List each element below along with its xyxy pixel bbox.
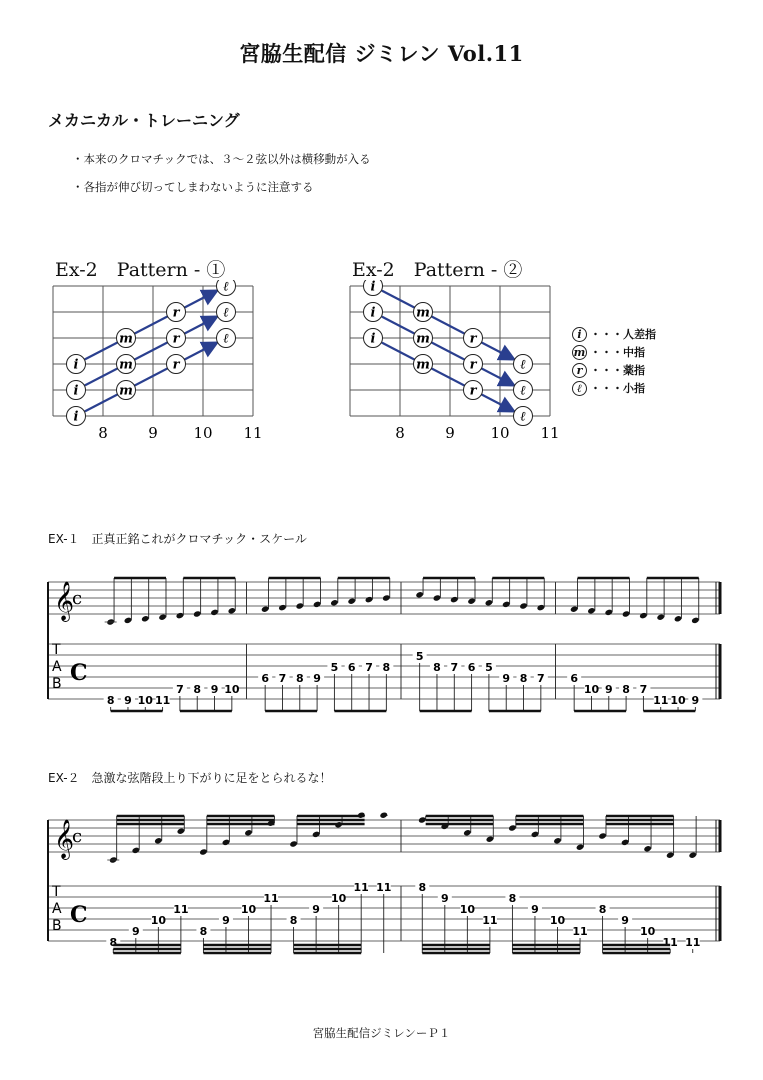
ex1-label: EX-１ 正真正銘これがクロマチック・スケール bbox=[48, 532, 307, 546]
tab-fret-number: 10 bbox=[549, 914, 566, 927]
legend-label: ・・・薬指 bbox=[590, 364, 645, 377]
finger-symbol: ℓ bbox=[520, 357, 526, 373]
legend-label: ・・・小指 bbox=[590, 382, 645, 395]
finger-symbol: i bbox=[73, 357, 79, 373]
finger-symbol: m bbox=[119, 357, 133, 373]
finger-symbol: ℓ bbox=[520, 409, 526, 425]
finger-symbol: m bbox=[119, 383, 133, 399]
fingering-arrow bbox=[382, 343, 512, 411]
pattern2-title: Ex-2 Pattern - ② bbox=[352, 259, 523, 281]
tab-fret-number: 9 bbox=[124, 694, 132, 707]
tab-fret-number: 7 bbox=[278, 672, 287, 685]
finger-symbol: r bbox=[172, 357, 180, 373]
fret-number: 8 bbox=[395, 424, 405, 440]
tab-fret-number: 7 bbox=[537, 672, 545, 685]
tab-fret-number: 9 bbox=[313, 672, 321, 685]
tab-fret-number: 9 bbox=[621, 914, 629, 927]
tab-glyph: T bbox=[52, 884, 61, 900]
tab-fret-number: 6 bbox=[570, 672, 578, 685]
pattern2-fretboard-diagram bbox=[342, 280, 572, 440]
tab-fret-number: 8 bbox=[289, 914, 298, 927]
finger-symbol: m bbox=[416, 305, 430, 321]
tab-fret-number: 9 bbox=[531, 903, 539, 916]
tab-fret-number: 9 bbox=[312, 903, 320, 916]
tab-fret-number: 5 bbox=[330, 661, 339, 674]
tab-fret-number: 10 bbox=[137, 694, 153, 707]
finger-symbol: ℓ bbox=[520, 383, 526, 399]
tab-fret-number: 10 bbox=[224, 683, 240, 696]
tab-glyph: B bbox=[52, 676, 62, 692]
tab-fret-number: 10 bbox=[459, 903, 476, 916]
tab-fret-number: 7 bbox=[365, 661, 373, 674]
time-signature: c bbox=[72, 588, 83, 609]
tab-fret-number: 10 bbox=[240, 903, 257, 916]
legend-index bbox=[572, 326, 656, 342]
tab-fret-number: 9 bbox=[502, 672, 511, 685]
tab-fret-number: 10 bbox=[583, 683, 600, 696]
tab-fret-number: 7 bbox=[639, 683, 648, 696]
legend-symbol: i bbox=[572, 327, 587, 342]
tab-fret-number: 6 bbox=[347, 661, 356, 674]
finger-symbol: i bbox=[370, 305, 376, 321]
legend-symbol: r bbox=[572, 363, 587, 378]
section-heading: メカニカル・トレーニング bbox=[48, 111, 240, 130]
tab-fret-number: 10 bbox=[150, 914, 167, 927]
tab-fret-number: 5 bbox=[485, 661, 493, 674]
pattern1-fretboard-diagram bbox=[45, 280, 275, 440]
tab-fret-number: 9 bbox=[691, 694, 700, 707]
fret-number: 11 bbox=[243, 424, 263, 440]
finger-symbol: ℓ bbox=[223, 305, 229, 321]
tab-fret-number: 8 bbox=[519, 672, 528, 685]
tab-fret-number: 11 bbox=[173, 903, 189, 916]
tab-fret-number: 8 bbox=[508, 892, 517, 905]
page-footer: 宮脇生配信ジミレンーＰ１ bbox=[312, 1026, 451, 1040]
pattern1-title: Ex-2 Pattern - ① bbox=[55, 259, 226, 281]
finger-symbol: ℓ bbox=[223, 280, 229, 295]
tab-time-signature: C bbox=[70, 902, 88, 928]
finger-symbol: r bbox=[172, 331, 180, 347]
finger-symbol: i bbox=[370, 280, 376, 295]
fret-number: 11 bbox=[540, 424, 560, 440]
finger-symbol: i bbox=[370, 331, 376, 347]
fingering-arrow bbox=[85, 292, 215, 360]
finger-symbol: r bbox=[469, 331, 477, 347]
tab-fret-number: 10 bbox=[639, 925, 656, 938]
tab-glyph: B bbox=[52, 918, 62, 934]
finger-symbol: m bbox=[416, 357, 430, 373]
tab-fret-number: 11 bbox=[662, 936, 678, 949]
tab-fret-number: 10 bbox=[670, 694, 686, 707]
treble-clef: 𝄞 bbox=[54, 819, 75, 859]
tab-fret-number: 9 bbox=[440, 892, 449, 905]
legend-pinky bbox=[572, 380, 645, 396]
treble-clef: 𝄞 bbox=[54, 581, 75, 621]
tab-fret-number: 8 bbox=[418, 881, 427, 894]
fingering-arrow bbox=[382, 291, 512, 359]
tab-fret-number: 11 bbox=[154, 694, 171, 707]
finger-symbol: i bbox=[73, 383, 79, 399]
fret-number: 10 bbox=[193, 424, 213, 440]
tab-fret-number: 11 bbox=[653, 694, 669, 707]
legend-middle bbox=[572, 344, 645, 360]
tab-glyph: T bbox=[52, 642, 61, 658]
tab-fret-number: 11 bbox=[482, 914, 498, 927]
tab-fret-number: 6 bbox=[261, 672, 269, 685]
ex1-notation-and-tab bbox=[40, 560, 730, 720]
fret-number: 9 bbox=[445, 424, 455, 440]
tab-fret-number: 11 bbox=[263, 892, 279, 905]
tab-fret-number: 7 bbox=[450, 661, 459, 674]
finger-symbol: r bbox=[172, 305, 180, 321]
note-line: ・本来のクロマチックでは、３〜２弦以外は横移動が入る bbox=[72, 152, 371, 166]
tab-fret-number: 9 bbox=[222, 914, 230, 927]
ex2-label: EX-２ 急激な弦階段上り下がりに足をとられるな！ bbox=[48, 771, 332, 785]
tab-fret-number: 8 bbox=[295, 672, 304, 685]
legend-label: ・・・人差指 bbox=[590, 328, 656, 341]
tab-glyph: A bbox=[52, 901, 62, 917]
tab-fret-number: 8 bbox=[598, 903, 607, 916]
tab-fret-number: 9 bbox=[210, 683, 219, 696]
document-title: 宮脇生配信 ジミレン Vol.11 bbox=[239, 41, 524, 66]
finger-symbol: m bbox=[416, 331, 430, 347]
tab-fret-number: 8 bbox=[199, 925, 208, 938]
fret-number: 8 bbox=[98, 424, 108, 440]
tab-fret-number: 11 bbox=[685, 936, 701, 949]
tab-fret-number: 11 bbox=[353, 881, 369, 894]
tab-fret-number: 11 bbox=[376, 881, 392, 894]
legend-label: ・・・中指 bbox=[590, 346, 645, 359]
notehead bbox=[379, 812, 388, 819]
tab-fret-number: 5 bbox=[415, 650, 424, 663]
fret-number: 9 bbox=[148, 424, 158, 440]
tab-fret-number: 9 bbox=[131, 925, 140, 938]
tab-fret-number: 8 bbox=[622, 683, 630, 696]
tab-fret-number: 8 bbox=[193, 683, 202, 696]
finger-symbol: i bbox=[73, 409, 79, 425]
ex2-notation-and-tab bbox=[40, 790, 730, 955]
fret-number: 10 bbox=[490, 424, 510, 440]
fingering-arrow bbox=[85, 318, 215, 386]
fingering-arrow bbox=[85, 344, 215, 412]
tab-fret-number: 11 bbox=[572, 925, 588, 938]
tab-fret-number: 8 bbox=[106, 694, 115, 707]
finger-symbol: m bbox=[119, 331, 133, 347]
legend-symbol: m bbox=[573, 345, 586, 359]
tab-fret-number: 8 bbox=[433, 661, 441, 674]
tab-fret-number: 8 bbox=[109, 936, 118, 949]
tab-fret-number: 9 bbox=[604, 683, 613, 696]
legend-ring bbox=[572, 362, 645, 378]
finger-symbol: r bbox=[469, 383, 477, 399]
tab-fret-number: 10 bbox=[330, 892, 347, 905]
tab-fret-number: 7 bbox=[176, 683, 184, 696]
note-line: ・各指が伸び切ってしまわないように注意する bbox=[72, 180, 314, 194]
fingering-arrow bbox=[382, 317, 512, 385]
time-signature: c bbox=[72, 826, 83, 847]
tab-fret-number: 6 bbox=[467, 661, 476, 674]
tab-glyph: A bbox=[52, 659, 62, 675]
finger-symbol: r bbox=[469, 357, 477, 373]
tab-fret-number: 8 bbox=[382, 661, 391, 674]
finger-symbol: ℓ bbox=[223, 331, 229, 347]
legend-symbol: ℓ bbox=[572, 381, 587, 396]
tab-time-signature: C bbox=[70, 660, 88, 686]
